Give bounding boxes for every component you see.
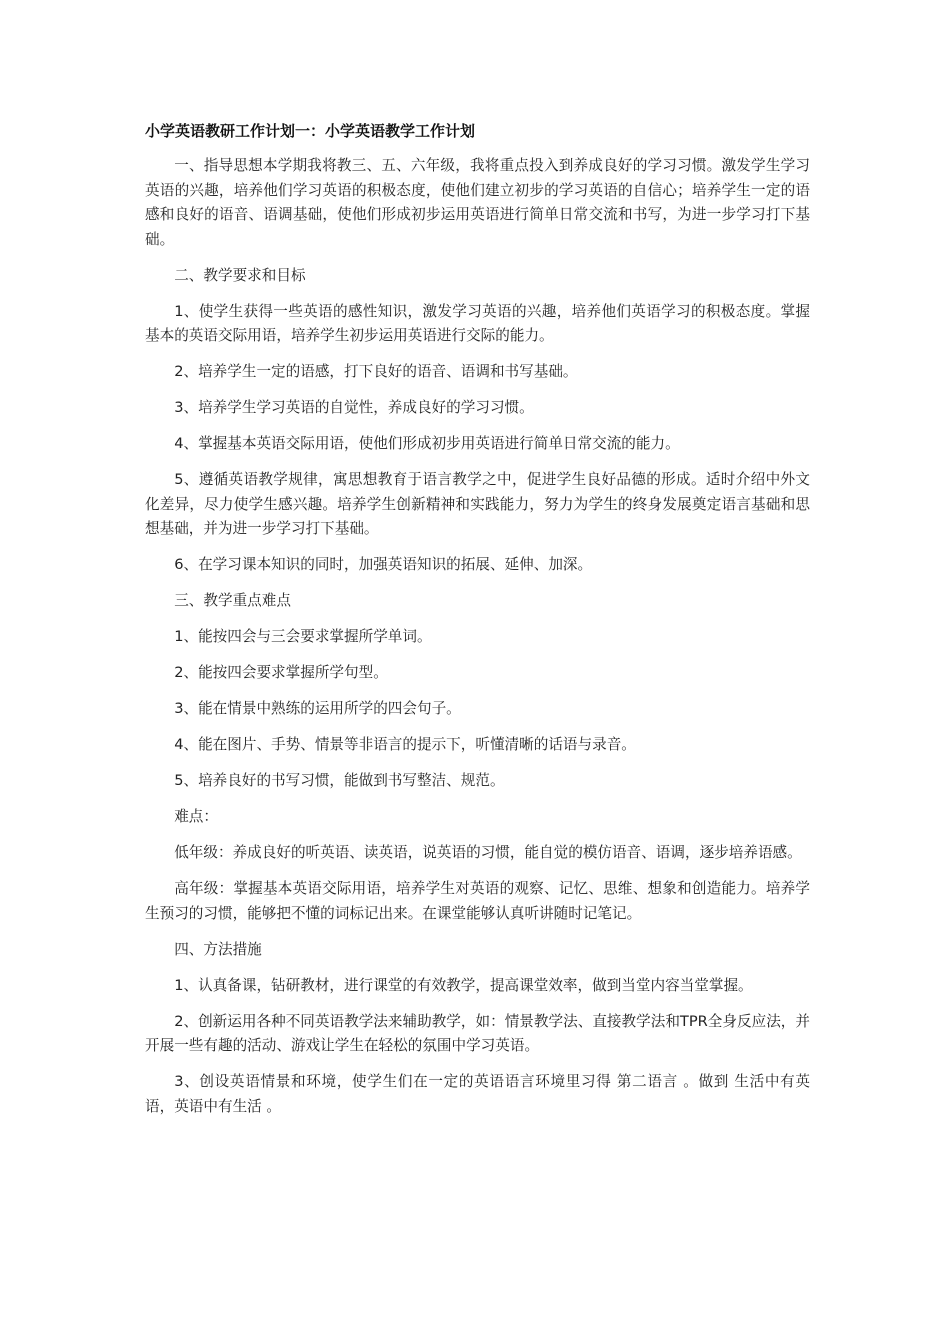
paragraph-guiding-ideology: 一、指导思想本学期我将教三、五、六年级，我将重点投入到养成良好的学习习惯。激发学生学习英语的兴趣，培养他们学习英语的积极态度，使他们建立初步的学习英语的自信心；培养学生一定的语感和良好的语音、语调基础，使他们形成初步运用英语进行简单日常交流和书写，为进一步学习打下基础。	[145, 157, 810, 248]
list-item: 6、在学习课本知识的同时，加强英语知识的拓展、延伸、加深。	[174, 556, 593, 573]
paragraph-upper-grades: 高年级：掌握基本英语交际用语，培养学生对英语的观察、记忆、思维、想象和创造能力。培养学生预习的习惯，能够把不懂的词标记出来。在课堂能够认真听讲随时记笔记。	[145, 880, 810, 922]
list-item: 3、创设英语情景和环境，使学生们在一定的英语语言环境里习得 第二语言 。做到 生活中有英语，英语中有生活 。	[145, 1073, 810, 1115]
list-item: 1、使学生获得一些英语的感性知识，激发学习英语的兴趣，培养他们英语学习的积极态度。掌握基本的英语交际用语，培养学生初步运用英语进行交际的能力。	[145, 302, 810, 344]
list-item: 3、能在情景中熟练的运用所学的四会句子。	[174, 700, 461, 717]
list-item: 5、培养良好的书写习惯，能做到书写整洁、规范。	[174, 772, 505, 789]
section-heading-requirements: 二、教学要求和目标	[174, 266, 306, 284]
subheading-difficulties: 难点：	[174, 808, 218, 825]
list-item: 1、认真备课，钻研教材，进行课堂的有效教学，提高课堂效率，做到当堂内容当堂掌握。	[174, 976, 753, 994]
list-item: 4、能在图片、手势、情景等非语言的提示下，听懂清晰的话语与录音。	[174, 736, 636, 753]
list-item: 4、掌握基本英语交际用语，使他们形成初步用英语进行简单日常交流的能力。	[174, 435, 680, 452]
list-item: 1、能按四会与三会要求掌握所学单词。	[174, 628, 432, 645]
list-item: 3、培养学生学习英语的自觉性，养成良好的学习习惯。	[174, 399, 534, 416]
paragraph-lower-grades: 低年级：养成良好的听英语、读英语，说英语的习惯，能自觉的模仿语音、语调，逐步培养语感。	[174, 844, 802, 861]
list-item: 2、创新运用各种不同英语教学法来辅助教学，如：情景教学法、直接教学法和TPR全身反应法，并开展一些有趣的活动、游戏让学生在轻松的氛围中学习英语。	[145, 1012, 810, 1054]
list-item: 5、遵循英语教学规律，寓思想教育于语言教学之中，促进学生良好品德的形成。适时介绍中外文化差异，尽力使学生感兴趣。培养学生创新精神和实践能力，努力为学生的终身发展奠定语言基础和思想基础，并为进一步学习打下基础。	[145, 471, 810, 537]
section-heading-key-points: 三、教学重点难点	[174, 592, 291, 609]
section-heading-methods: 四、方法措施	[174, 940, 262, 958]
list-item: 2、培养学生一定的语感，打下良好的语音、语调和书写基础。	[174, 363, 578, 380]
document-title: 小学英语教研工作计划一：小学英语教学工作计划	[145, 122, 476, 140]
list-item: 2、能按四会要求掌握所学句型。	[174, 664, 388, 681]
document-page	[145, 118, 810, 1131]
